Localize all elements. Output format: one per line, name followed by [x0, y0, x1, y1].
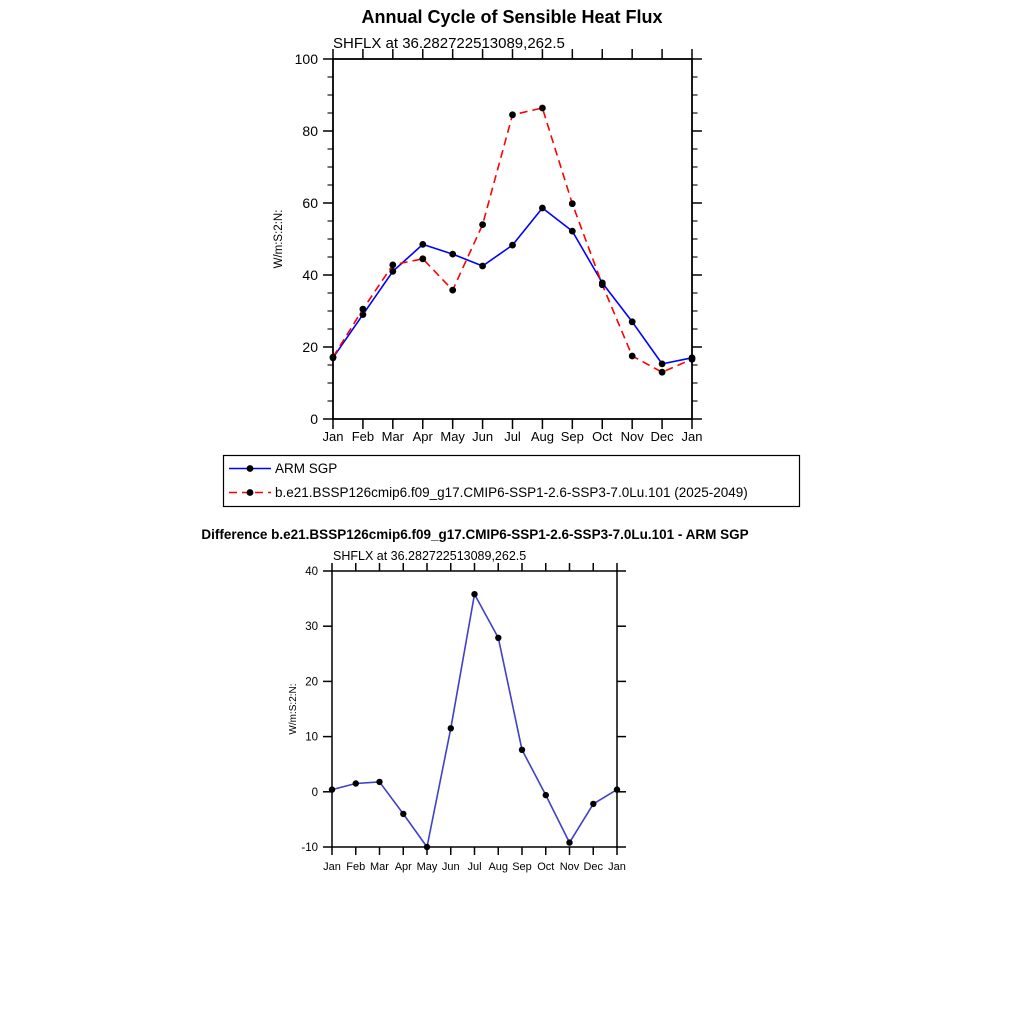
y-tick-label: 20 — [305, 676, 318, 689]
data-point-marker — [330, 354, 337, 361]
x-month-label: Oct — [537, 861, 555, 873]
x-month-label: Feb — [351, 429, 375, 444]
data-point-marker — [353, 780, 359, 786]
x-month-label: Jan — [322, 429, 344, 444]
data-point-marker — [659, 369, 666, 376]
x-month-label: Apr — [394, 861, 412, 873]
x-month-label: Jun — [441, 861, 460, 873]
difference-plot — [301, 563, 626, 873]
x-month-label: Dec — [583, 861, 604, 873]
data-point-marker — [590, 801, 596, 807]
data-point-marker — [569, 200, 576, 207]
chart2-subtitle: SHFLX at 36.282722513089,262.5 — [333, 549, 527, 563]
data-point-marker — [419, 255, 426, 262]
x-month-label: Jan — [608, 861, 626, 873]
data-point-marker — [599, 281, 606, 288]
y-tick-label: 0 — [311, 786, 318, 799]
plot-frame — [332, 571, 617, 847]
x-month-label: Sep — [512, 861, 532, 873]
chart2-title: Difference b.e21.BSSP126cmip6.f09_g17.CMIP6-SSP1-2.6-SSP3-7.0Lu.101 - ARM SGP — [201, 527, 749, 542]
data-point-marker — [659, 361, 666, 368]
x-month-label: Jul — [504, 429, 521, 444]
y-tick-label: 20 — [302, 338, 318, 355]
x-month-label: Mar — [370, 861, 389, 873]
data-point-marker — [566, 839, 572, 845]
series-line — [333, 208, 692, 364]
data-point-marker — [539, 205, 546, 212]
data-point-marker — [329, 786, 335, 792]
series-line — [332, 594, 617, 847]
x-month-label: Jan — [681, 429, 703, 444]
data-point-marker — [479, 263, 486, 270]
data-point-marker — [376, 779, 382, 785]
data-point-marker — [479, 221, 486, 228]
y-tick-label: 80 — [302, 122, 318, 139]
data-point-marker — [569, 228, 576, 235]
chart1-y-axis-label: W/m:S:2:N: — [273, 209, 285, 269]
data-point-marker — [495, 635, 501, 641]
x-month-label: Oct — [592, 429, 613, 444]
data-point-marker — [509, 242, 516, 249]
data-point-marker — [543, 792, 549, 798]
data-point-marker — [424, 844, 430, 850]
data-point-marker — [629, 353, 636, 360]
y-tick-label: 30 — [305, 621, 318, 634]
chart2-y-axis-label: W/m:S:2:N: — [288, 683, 299, 735]
legend-marker-model-icon — [247, 489, 254, 496]
series-line — [333, 108, 692, 372]
x-month-label: Aug — [488, 861, 509, 873]
chart1-title: Annual Cycle of Sensible Heat Flux — [361, 7, 663, 27]
data-point-marker — [448, 725, 454, 731]
x-month-label: Feb — [346, 861, 366, 873]
data-point-marker — [629, 318, 636, 325]
x-month-label: Sep — [560, 429, 584, 444]
data-point-marker — [509, 111, 516, 118]
data-point-marker — [419, 241, 426, 248]
x-month-label: Nov — [620, 429, 644, 444]
legend-label-model: b.e21.BSSP126cmip6.f09_g17.CMIP6-SSP1-2.6-SSP3-7.0Lu.101 (2025-2049) — [275, 485, 748, 500]
data-point-marker — [539, 105, 546, 112]
x-month-label: Mar — [381, 429, 405, 444]
data-point-marker — [360, 306, 367, 313]
x-month-label: Jun — [472, 429, 494, 444]
data-point-marker — [689, 356, 696, 363]
x-month-label: Nov — [559, 861, 580, 873]
data-point-marker — [614, 786, 620, 792]
x-month-label: May — [416, 861, 438, 873]
data-point-marker — [449, 287, 456, 294]
x-month-label: Aug — [530, 429, 554, 444]
y-tick-label: -10 — [301, 842, 318, 855]
y-tick-label: 0 — [310, 410, 318, 427]
x-month-label: Dec — [650, 429, 674, 444]
data-point-marker — [471, 591, 477, 597]
y-tick-label: 60 — [302, 194, 318, 211]
data-point-marker — [389, 262, 396, 269]
x-month-label: Jan — [323, 861, 341, 873]
data-point-marker — [449, 251, 456, 258]
data-point-marker — [400, 811, 406, 817]
chart1-subtitle: SHFLX at 36.282722513089,262.5 — [333, 35, 565, 52]
data-point-marker — [519, 747, 525, 753]
legend-label-arm-sgp: ARM SGP — [275, 461, 338, 476]
x-month-label: Jul — [467, 861, 482, 873]
y-tick-label: 40 — [302, 266, 318, 283]
x-month-label: May — [440, 429, 465, 444]
y-tick-label: 10 — [305, 731, 318, 744]
y-tick-label: 100 — [294, 50, 318, 67]
y-tick-label: 40 — [305, 566, 318, 579]
annual-cycle-plot — [295, 49, 703, 444]
legend-marker-arm-sgp-icon — [247, 465, 254, 472]
x-month-label: Apr — [412, 429, 433, 444]
